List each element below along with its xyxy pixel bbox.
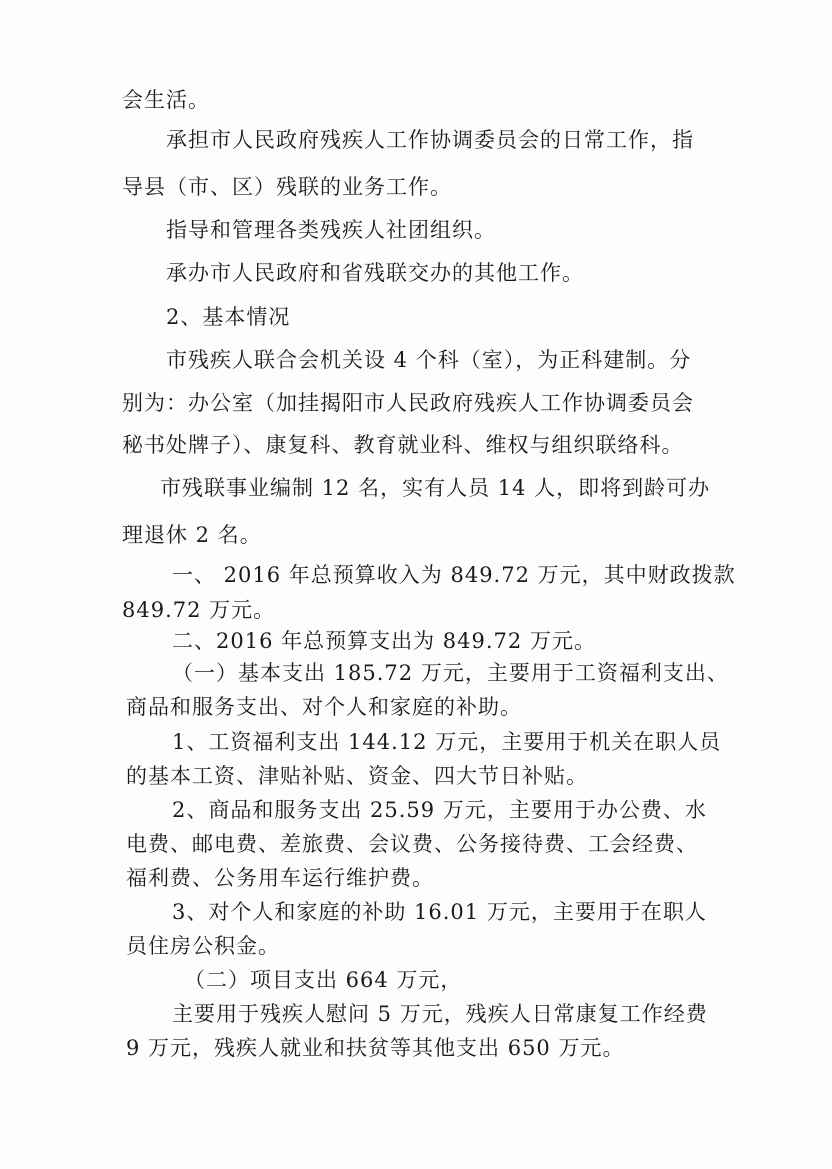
text-line: 商品和服务支出、对个人和家庭的补助。 <box>126 695 522 719</box>
text-line: 福利费、公务用车运行维护费。 <box>126 866 434 890</box>
text-line: 3、对个人和家庭的补助 16.01 万元，主要用于在职人 <box>172 900 707 924</box>
text-line: 849.72 万元。 <box>122 598 276 622</box>
text-line: 市残疾人联合会机关设 4 个科（室），为正科建制。分 <box>166 348 692 372</box>
text-line: 1、工资福利支出 144.12 万元，主要用于机关在职人员 <box>172 730 722 754</box>
text-line: 理退休 2 名。 <box>122 523 262 547</box>
text-line: 员住房公积金。 <box>126 934 280 958</box>
text-line: 市残联事业编制 12 名，实有人员 14 人，即将到龄可办 <box>160 476 711 500</box>
text-line: 承办市人民政府和省残联交办的其他工作。 <box>166 261 584 285</box>
text-line: 会生活。 <box>122 88 210 112</box>
text-line: 秘书处牌子）、康复科、教育就业科、维权与组织联络科。 <box>122 433 684 457</box>
text-line: （二）项目支出 664 万元， <box>184 968 463 992</box>
text-line: 电费、邮电费、差旅费、会议费、公务接待费、工会经费、 <box>126 832 698 856</box>
text-line: 主要用于残疾人慰问 5 万元，残疾人日常康复工作经费 <box>172 1002 708 1026</box>
text-line: 指导和管理各类残疾人社团组织。 <box>166 218 496 242</box>
text-line: 别为：办公室（加挂揭阳市人民政府残疾人工作协调委员会 <box>122 391 694 415</box>
text-line: 一、 2016 年总预算收入为 849.72 万元，其中财政拨款 <box>172 563 736 587</box>
text-line: 9 万元，残疾人就业和扶贫等其他支出 650 万元。 <box>126 1036 625 1060</box>
text-line: 二、2016 年总预算支出为 849.72 万元。 <box>172 629 596 653</box>
text-line: 的基本工资、津贴补贴、资金、四大节日补贴。 <box>126 764 588 788</box>
text-line: 导县（市、区）残联的业务工作。 <box>122 175 452 199</box>
text-line: 2、商品和服务支出 25.59 万元，主要用于办公费、水 <box>172 798 707 822</box>
text-line: 承担市人民政府残疾人工作协调委员会的日常工作，指 <box>166 128 694 152</box>
text-line: （一）基本支出 185.72 万元，主要用于工资福利支出、 <box>172 661 729 685</box>
section-heading: 2、基本情况 <box>166 305 291 329</box>
